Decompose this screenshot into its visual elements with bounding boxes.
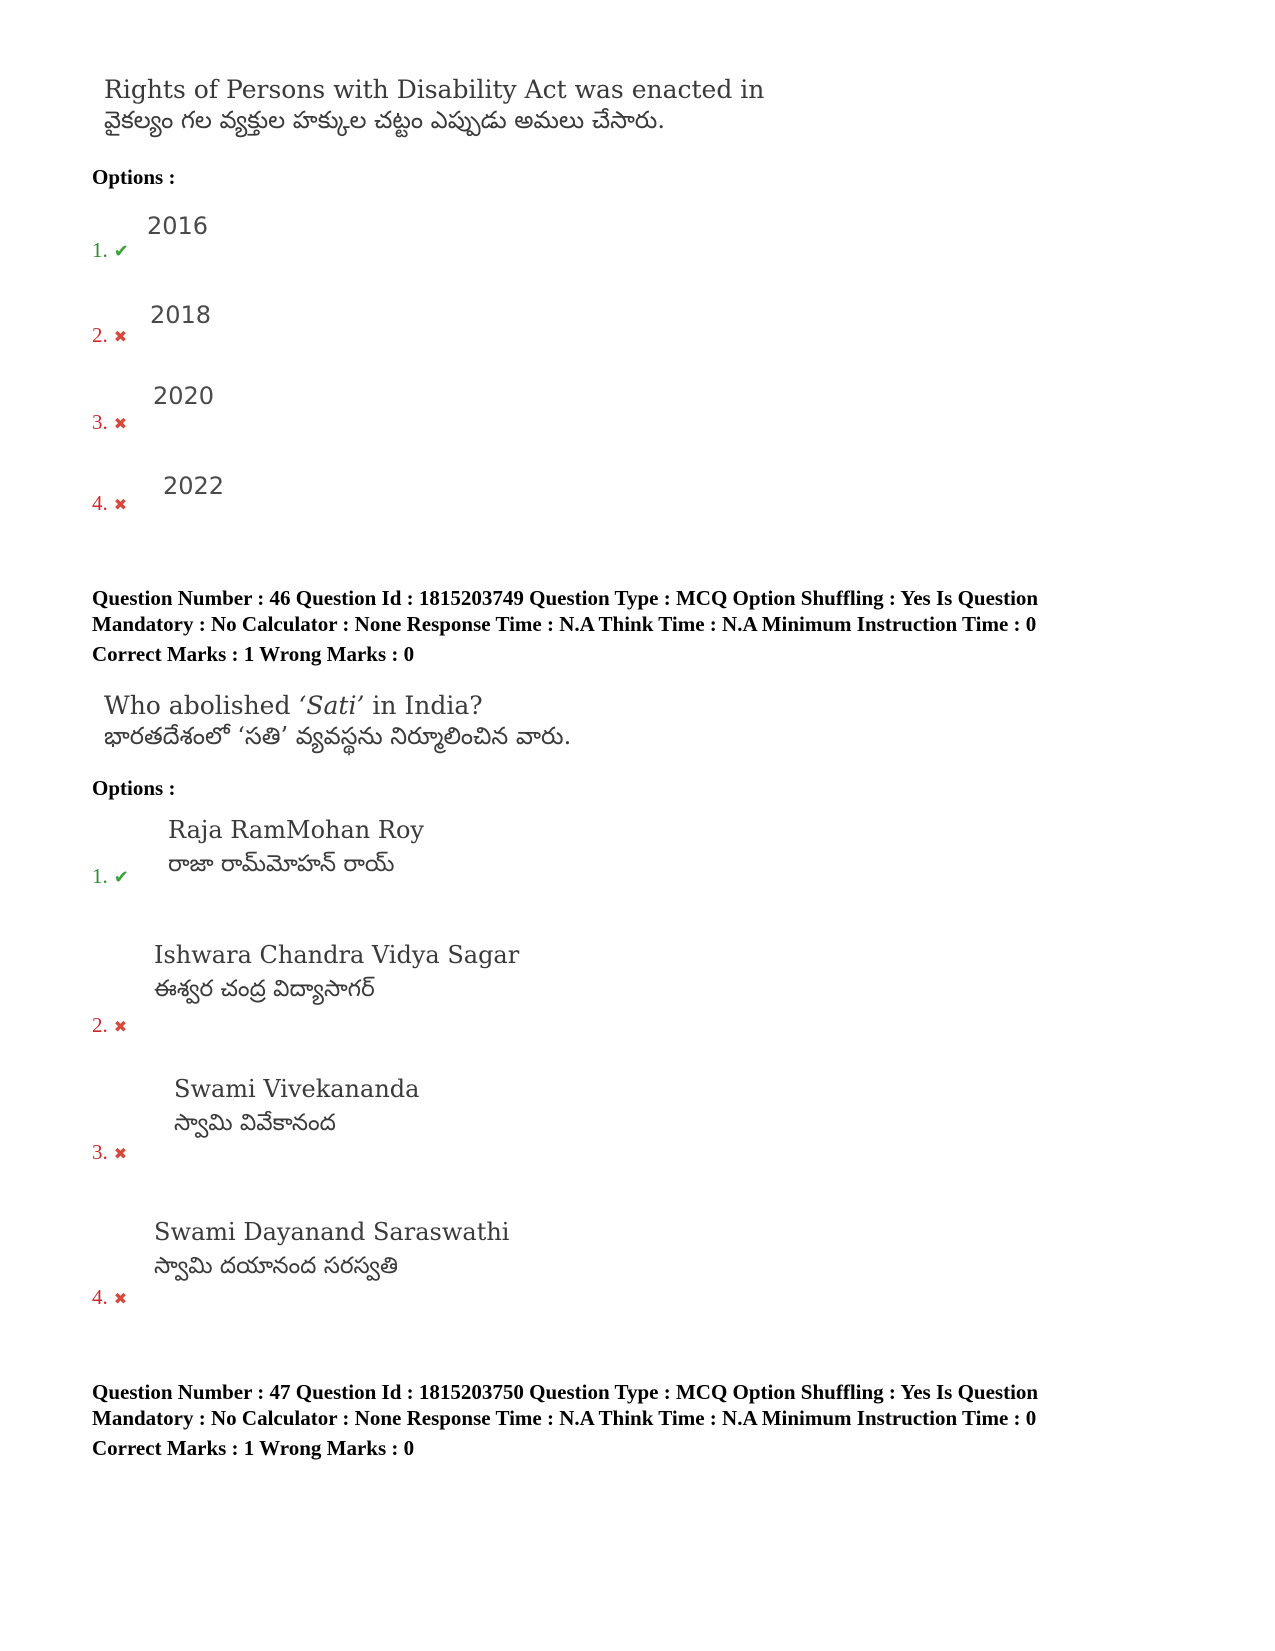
options-label-46: Options : <box>92 776 176 800</box>
q46-option-4-marker <box>92 1285 127 1310</box>
question-46-text <box>104 690 571 751</box>
meta-line: Question Number : 47 Question Id : 1815203750 Question Type : MCQ Option Shuffling : Yes Is Question <box>92 1380 1039 1404</box>
question-46-meta <box>92 585 1182 667</box>
option-number: 2. <box>92 1013 108 1037</box>
q45-option-2-value: 2018 <box>150 301 212 329</box>
q46-option-4-value: Swami Dayanand Saraswathi స్వామి దయానంద సరస్వతి <box>154 1218 510 1279</box>
meta-line: Correct Marks : 1 Wrong Marks : 0 <box>92 1436 415 1460</box>
question-45-english: Rights of Persons with Disability Act was enacted in <box>104 75 765 104</box>
option-number: 1. <box>92 864 108 888</box>
option-number: 4. <box>92 1285 108 1309</box>
option-number: 2. <box>92 323 108 347</box>
cross-icon: ✖ <box>113 1146 128 1163</box>
meta-line: Mandatory : No Calculator : None Response Time : N.A Think Time : N.A Minimum Instruction Time : 0 <box>92 612 1037 636</box>
option-number: 3. <box>92 1140 108 1164</box>
question-45-text <box>104 74 764 135</box>
options-label-45: Options : <box>92 165 176 189</box>
q46-option-1-marker <box>92 864 129 889</box>
meta-line: Mandatory : No Calculator : None Response Time : N.A Think Time : N.A Minimum Instruction Time : 0 <box>92 1406 1037 1430</box>
q46-option-2-value: Ishwara Chandra Vidya Sagar ఈశ్వర చంద్ర విద్యాసాగర్ <box>154 941 520 1002</box>
q46-option-1-value: Raja RamMohan Roy రాజా రామ్‌మోహన్ రాయ్ <box>168 816 424 877</box>
q46-option-2-marker <box>92 1013 127 1038</box>
meta-line: Correct Marks : 1 Wrong Marks : 0 <box>92 642 415 666</box>
option-number: 3. <box>92 410 108 434</box>
q46-option-3-marker <box>92 1140 127 1165</box>
option-number: 1. <box>92 238 108 262</box>
q45-option-4-value: 2022 <box>163 472 225 500</box>
question-45-telugu: వైకల్యం గల వ్యక్తుల హక్కుల చట్టం ఎప్పుడు అమలు చేసారు. <box>104 106 665 135</box>
check-icon: ✔ <box>113 241 129 261</box>
q45-option-4-marker <box>92 491 127 516</box>
q45-option-3-marker <box>92 410 127 435</box>
q46-option-3-value: Swami Vivekananda స్వామి వివేకానంద <box>174 1075 420 1136</box>
question-46-english: Who abolished ‘Sati’ in India? <box>104 691 483 720</box>
cross-icon: ✖ <box>113 1291 128 1308</box>
cross-icon: ✖ <box>113 1019 128 1036</box>
question-46-telugu: భారతదేశంలో ‘సతి’ వ్యవస్థను నిర్మూలించిన వారు. <box>104 722 572 751</box>
q45-option-2-marker <box>92 323 127 348</box>
option-number: 4. <box>92 491 108 515</box>
cross-icon: ✖ <box>113 329 128 346</box>
check-icon: ✔ <box>113 867 129 887</box>
q45-option-3-value: 2020 <box>153 382 215 410</box>
cross-icon: ✖ <box>113 497 128 514</box>
q45-option-1-value: 2016 <box>147 212 209 240</box>
cross-icon: ✖ <box>113 416 128 433</box>
meta-line: Question Number : 46 Question Id : 1815203749 Question Type : MCQ Option Shuffling : Yes Is Question <box>92 586 1039 610</box>
question-47-meta <box>92 1379 1182 1461</box>
q45-option-1-marker <box>92 238 129 263</box>
